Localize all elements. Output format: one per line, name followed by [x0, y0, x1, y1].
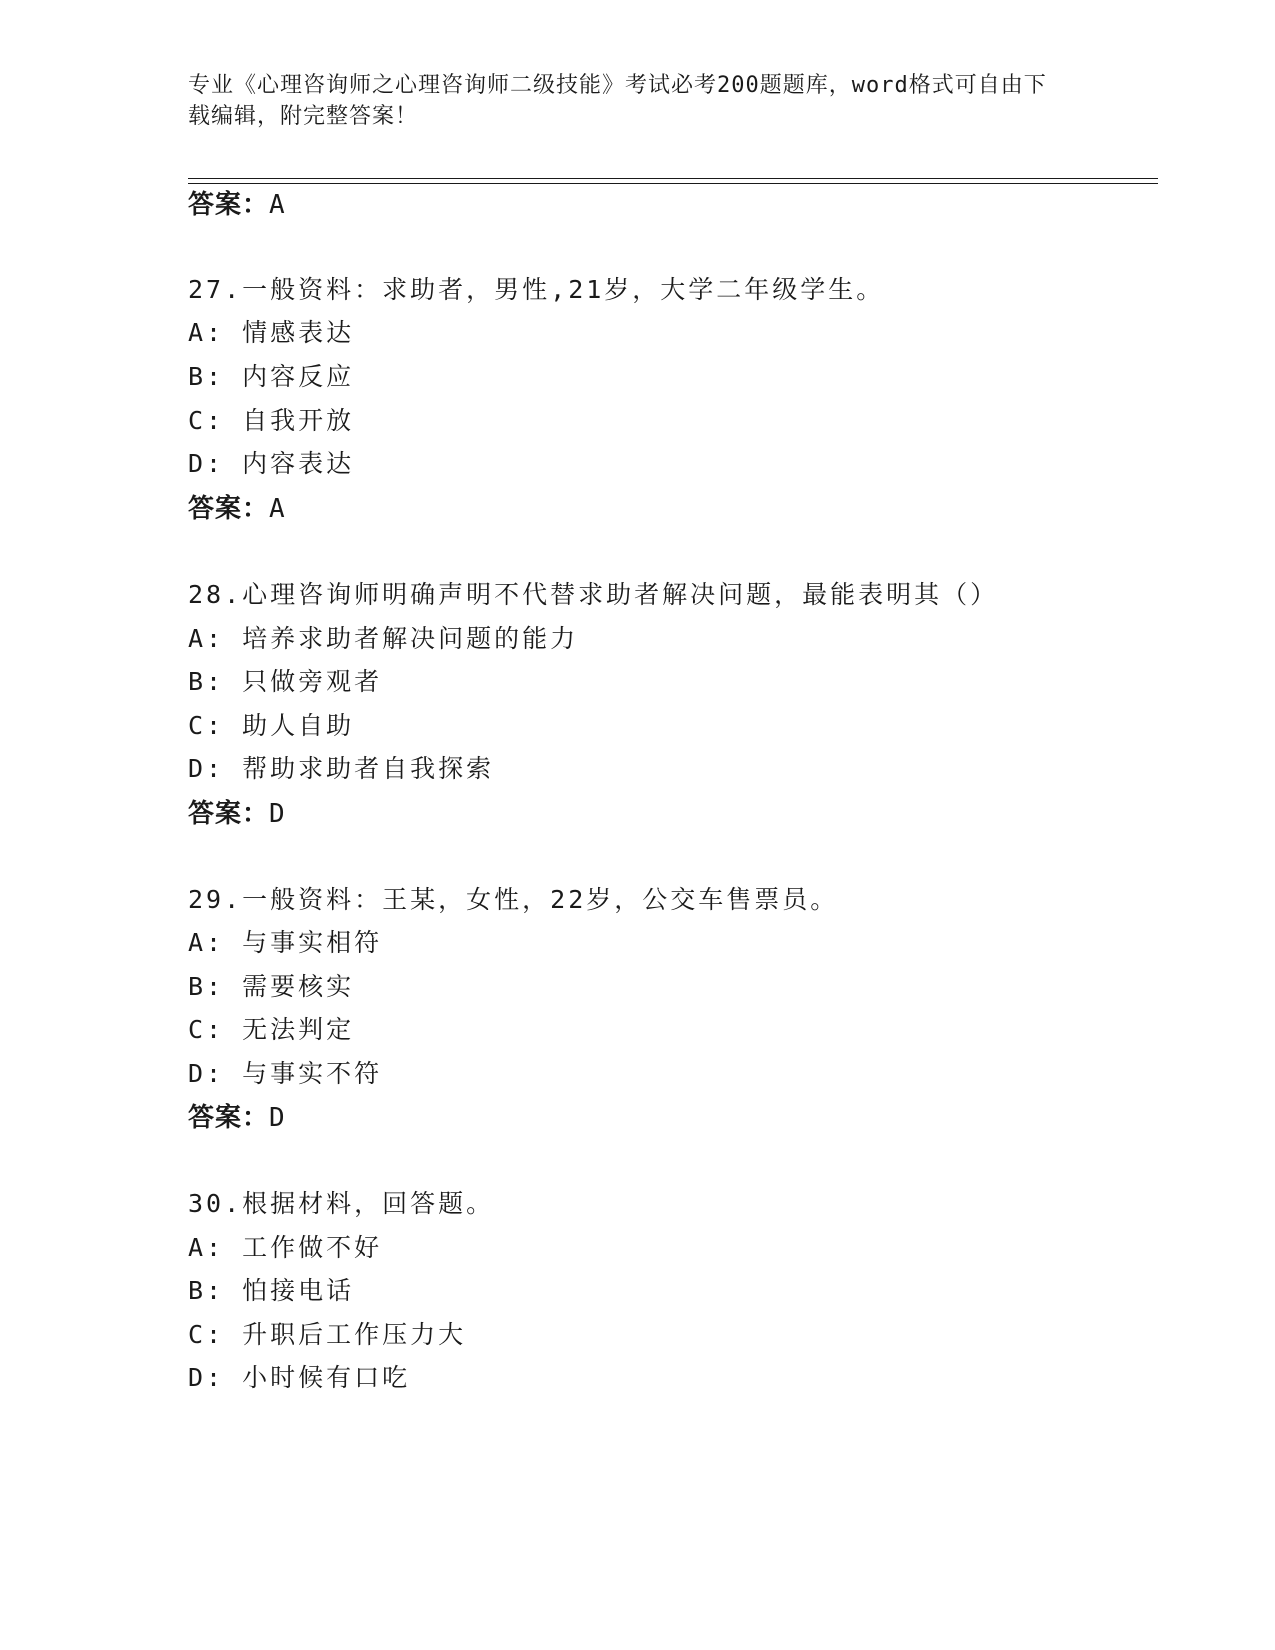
option-b: B: 只做旁观者 — [188, 667, 383, 696]
question-stem: 30.根据材料，回答题。 — [188, 1189, 495, 1218]
answer-line — [188, 1101, 286, 1135]
option-b: B: 怕接电话 — [188, 1276, 355, 1305]
answer-line — [188, 492, 286, 526]
answer-label: 答案： — [188, 494, 270, 524]
option-d: D: 小时候有口吃 — [188, 1363, 411, 1392]
option-d: D: 帮助求助者自我探索 — [188, 754, 495, 783]
answer-value: A — [269, 494, 286, 524]
option-a: A: 培养求助者解决问题的能力 — [188, 624, 579, 653]
option-d: D: 与事实不符 — [188, 1059, 383, 1088]
option-c: C: 无法判定 — [188, 1015, 355, 1044]
option-d: D: 内容表达 — [188, 449, 355, 478]
answer-value: A — [269, 190, 286, 220]
answer-line — [188, 797, 286, 831]
header-divider-top — [188, 178, 1158, 179]
answer-line — [188, 188, 286, 222]
answer-value: D — [269, 1103, 286, 1133]
answer-value: D — [269, 799, 286, 829]
option-c: C: 升职后工作压力大 — [188, 1320, 467, 1349]
answer-label: 答案： — [188, 190, 270, 220]
question-stem: 28.心理咨询师明确声明不代替求助者解决问题，最能表明其（） — [188, 580, 999, 609]
answer-label: 答案： — [188, 1103, 270, 1133]
option-b: B: 需要核实 — [188, 972, 355, 1001]
option-c: C: 助人自助 — [188, 711, 355, 740]
option-c: C: 自我开放 — [188, 406, 355, 435]
option-b: B: 内容反应 — [188, 362, 355, 391]
option-a: A: 情感表达 — [188, 318, 355, 347]
question-stem: 29.一般资料：王某，女性，22岁，公交车售票员。 — [188, 885, 839, 914]
header-divider-bottom — [188, 183, 1158, 184]
option-a: A: 工作做不好 — [188, 1233, 383, 1262]
question-stem: 27.一般资料：求助者，男性,21岁，大学二年级学生。 — [188, 275, 885, 304]
option-a: A: 与事实相符 — [188, 928, 383, 957]
answer-label: 答案： — [188, 799, 270, 829]
document-header: 专业《心理咨询师之心理咨询师二级技能》考试必考200题题库，word格式可自由下载编辑，附完整答案！ — [188, 73, 1047, 129]
